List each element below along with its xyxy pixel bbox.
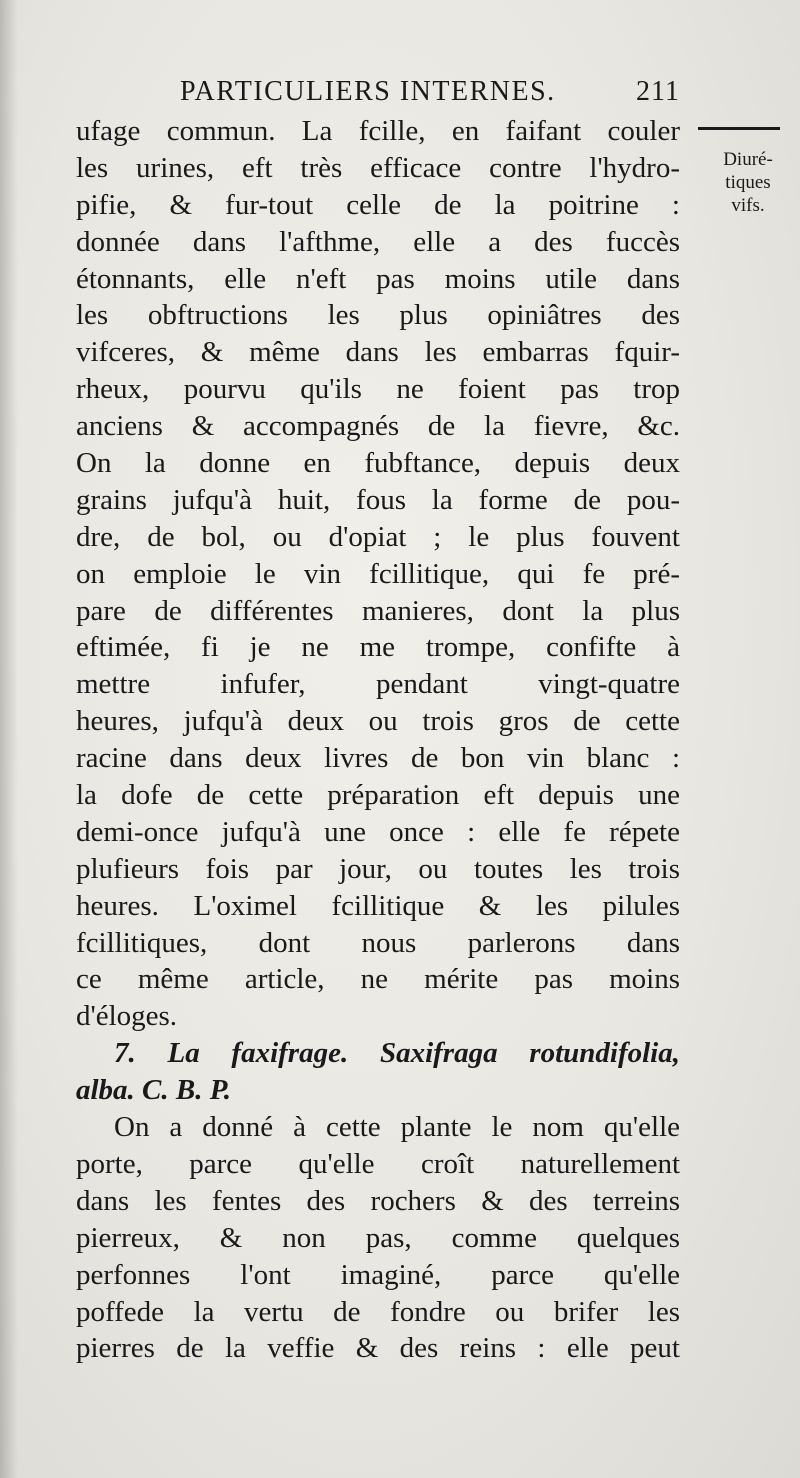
text-line: vifceres, & même dans les embarras fquir- — [76, 336, 680, 369]
text-line: fcillitiques, dont nous parlerons dans — [76, 926, 680, 959]
text-line: pierres de la veffie & des reins : elle peut — [76, 1332, 680, 1365]
text-line: eftimée, fi je ne me trompe, confifte à — [76, 631, 680, 664]
section-heading-line: 7. La faxifrage. Saxifraga rotundifolia, — [114, 1037, 680, 1070]
text-line: rheux, pourvu qu'ils ne foient pas trop — [76, 373, 680, 406]
text-line: dans les fentes des rochers & des terreins — [76, 1184, 680, 1217]
text-line: racine dans deux livres de bon vin blanc : — [76, 742, 680, 775]
text-line: la dofe de cette préparation eft depuis une — [76, 779, 680, 812]
text-line: pierreux, & non pas, comme quelques — [76, 1221, 680, 1254]
text-line: porte, parce qu'elle croît naturellement — [76, 1147, 680, 1180]
text-line: d'éloges. — [76, 1000, 178, 1033]
margin-note-line: vifs. — [731, 195, 765, 216]
page-edge-shadow — [0, 0, 18, 1478]
text-line: donnée dans l'afthme, elle a des fuccès — [76, 225, 680, 258]
text-line: ufage commun. La fcille, en faifant couler — [76, 115, 680, 147]
text-line: les urines, eft très efficace contre l'hydro- — [76, 151, 680, 184]
text-line: dre, de bol, ou d'opiat ; le plus fouvent — [76, 520, 680, 553]
margin-note-line: Diuré- — [723, 149, 773, 170]
margin-note-line: tiques — [725, 172, 771, 193]
running-head: PARTICULIERS INTERNES. — [180, 76, 556, 107]
margin-note — [700, 148, 796, 217]
page-header — [180, 76, 680, 116]
margin-rule — [698, 127, 780, 130]
text-line: pifie, & fur-tout celle de la poitrine : — [76, 188, 680, 221]
text-line: demi-once jufqu'à une once : elle fe répete — [76, 815, 680, 848]
text-line: pare de différentes manieres, dont la plus — [76, 594, 680, 627]
body-text — [76, 113, 680, 1367]
section-heading-line: alba. C. B. P. — [76, 1074, 231, 1107]
text-line: On a donné à cette plante le nom qu'elle — [114, 1111, 680, 1144]
text-line: ce même article, ne mérite pas moins — [76, 963, 680, 996]
text-line: étonnants, elle n'eft pas moins utile dans — [76, 262, 680, 295]
text-line: les obftructions les plus opiniâtres des — [76, 299, 680, 332]
page-number: 211 — [636, 76, 680, 107]
text-line: heures. L'oximel fcillitique & les pilules — [76, 889, 680, 922]
text-line: poffede la vertu de fondre ou brifer les — [76, 1295, 680, 1328]
text-line: On la donne en fubftance, depuis deux — [76, 447, 680, 480]
text-line: anciens & accompagnés de la fievre, &c. — [76, 410, 680, 443]
text-line: on emploie le vin fcillitique, qui fe pré- — [76, 557, 680, 590]
text-line: heures, jufqu'à deux ou trois gros de cette — [76, 705, 680, 738]
text-line: mettre infufer, pendant vingt-quatre — [76, 668, 680, 701]
text-line: grains jufqu'à huit, fous la forme de pou- — [76, 483, 680, 516]
text-line: plufieurs fois par jour, ou toutes les trois — [76, 852, 680, 885]
text-line: perfonnes l'ont imaginé, parce qu'elle — [76, 1258, 680, 1291]
